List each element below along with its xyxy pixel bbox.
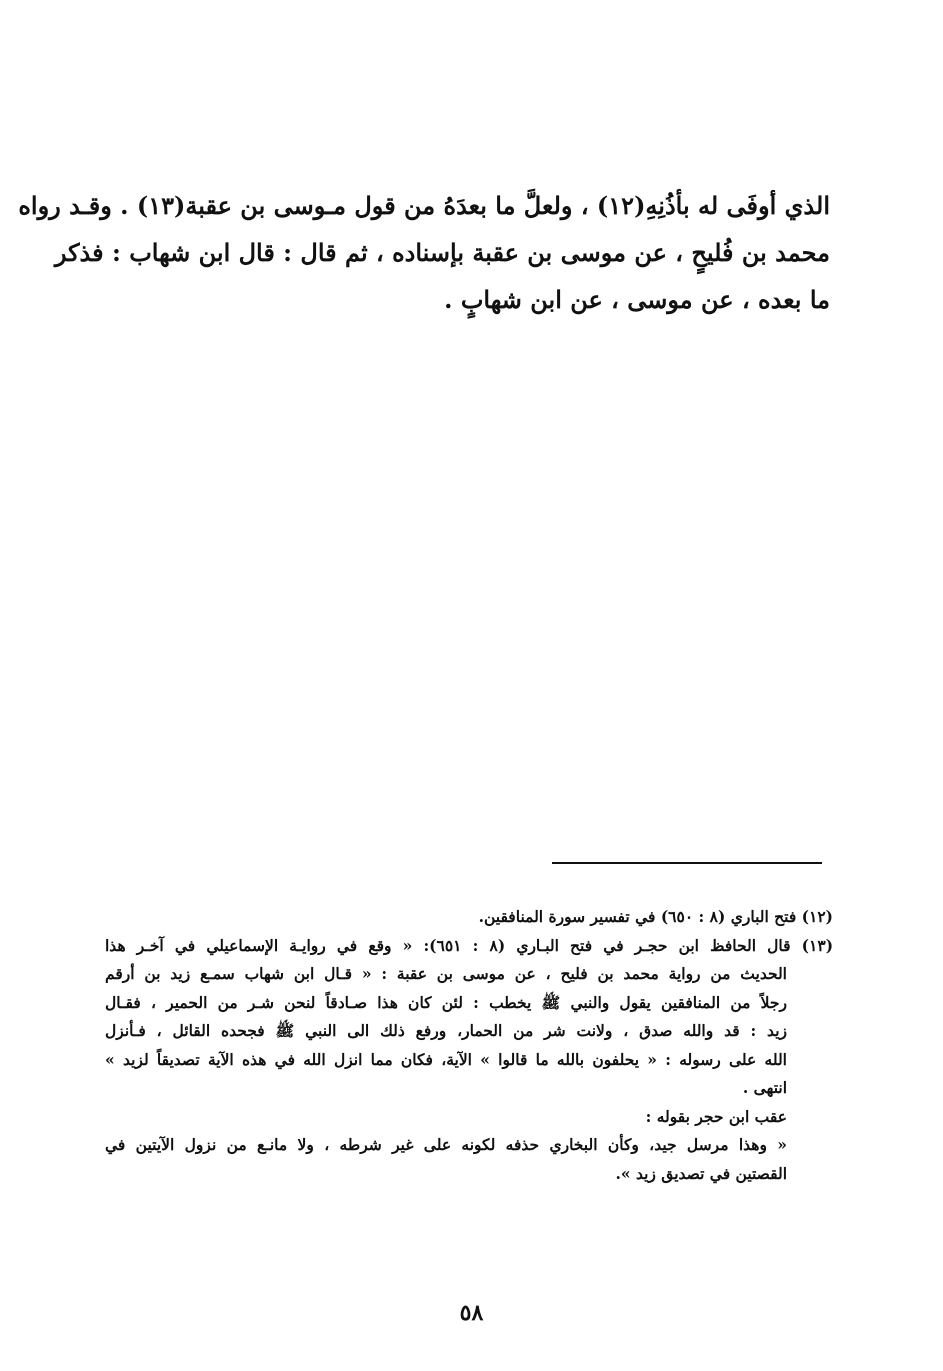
page-number: ٥٨ — [459, 1300, 484, 1326]
main-body-text — [18, 182, 830, 323]
footnote-line: عقب ابن حجر بقوله : — [645, 1106, 787, 1126]
footnote-separator — [552, 862, 822, 864]
footnote-line: الله على رسوله : « يحلفون بالله ما قالوا » الآية، فكان مما انزل الله في هذه الآية تصديقاً لزيد » — [105, 1049, 787, 1069]
footnote-line: رجلاً من المنافقين يقول والنبي ﷺ يخطب : لئن كان هذا صـادقاً لنحن شـر من الحمير ، فقـال — [105, 992, 787, 1012]
main-text-line: الذي أوفَى له بأذُنِهِ(١٢) ، ولعلَّ ما بعدَهُ من قول مـوسى بن عقبة(١٣) . وقـد رواه — [18, 191, 830, 220]
footnote-line: « وهذا مرسل جيد، وكأن البخاري حذفه لكونه على غير شرطه ، ولا مانـع من نزول الآيتين في — [105, 1135, 787, 1154]
footnote-line: (١٣) قال الحافظ ابن حجـر في فتح البـاري (٨ : ٦٥١): « وقع في روايـة الإسماعيلي في آخـر هذا — [105, 935, 834, 955]
footnotes-section — [105, 903, 833, 1188]
footnote-line: الحديث من رواية محمد بن فليح ، عن موسى بن عقبة : « قـال ابن شهاب سمـع زيد بن أرقم — [105, 964, 787, 983]
footnote-line: انتهى . — [742, 1078, 787, 1097]
footnote-line: زيد : قد والله صدق ، ولانت شر من الحمار، ورفع ذلك الى النبي ﷺ فجحده القائل ، فـأنزل — [105, 1021, 787, 1040]
main-text-line: ما بعده ، عن موسى ، عن ابن شهابٍ . — [444, 285, 830, 314]
footnote-line: القصتين في تصديق زيد ». — [615, 1163, 787, 1183]
main-text-line: محمد بن فُليحٍ ، عن موسى بن عقبة بإسناده ، ثم قال : قال ابن شهاب : فذكر — [54, 238, 830, 267]
footnote-line: (١٢) فتح الباري (٨ : ٦٥٠) في تفسير سورة المنافقين. — [478, 907, 833, 926]
